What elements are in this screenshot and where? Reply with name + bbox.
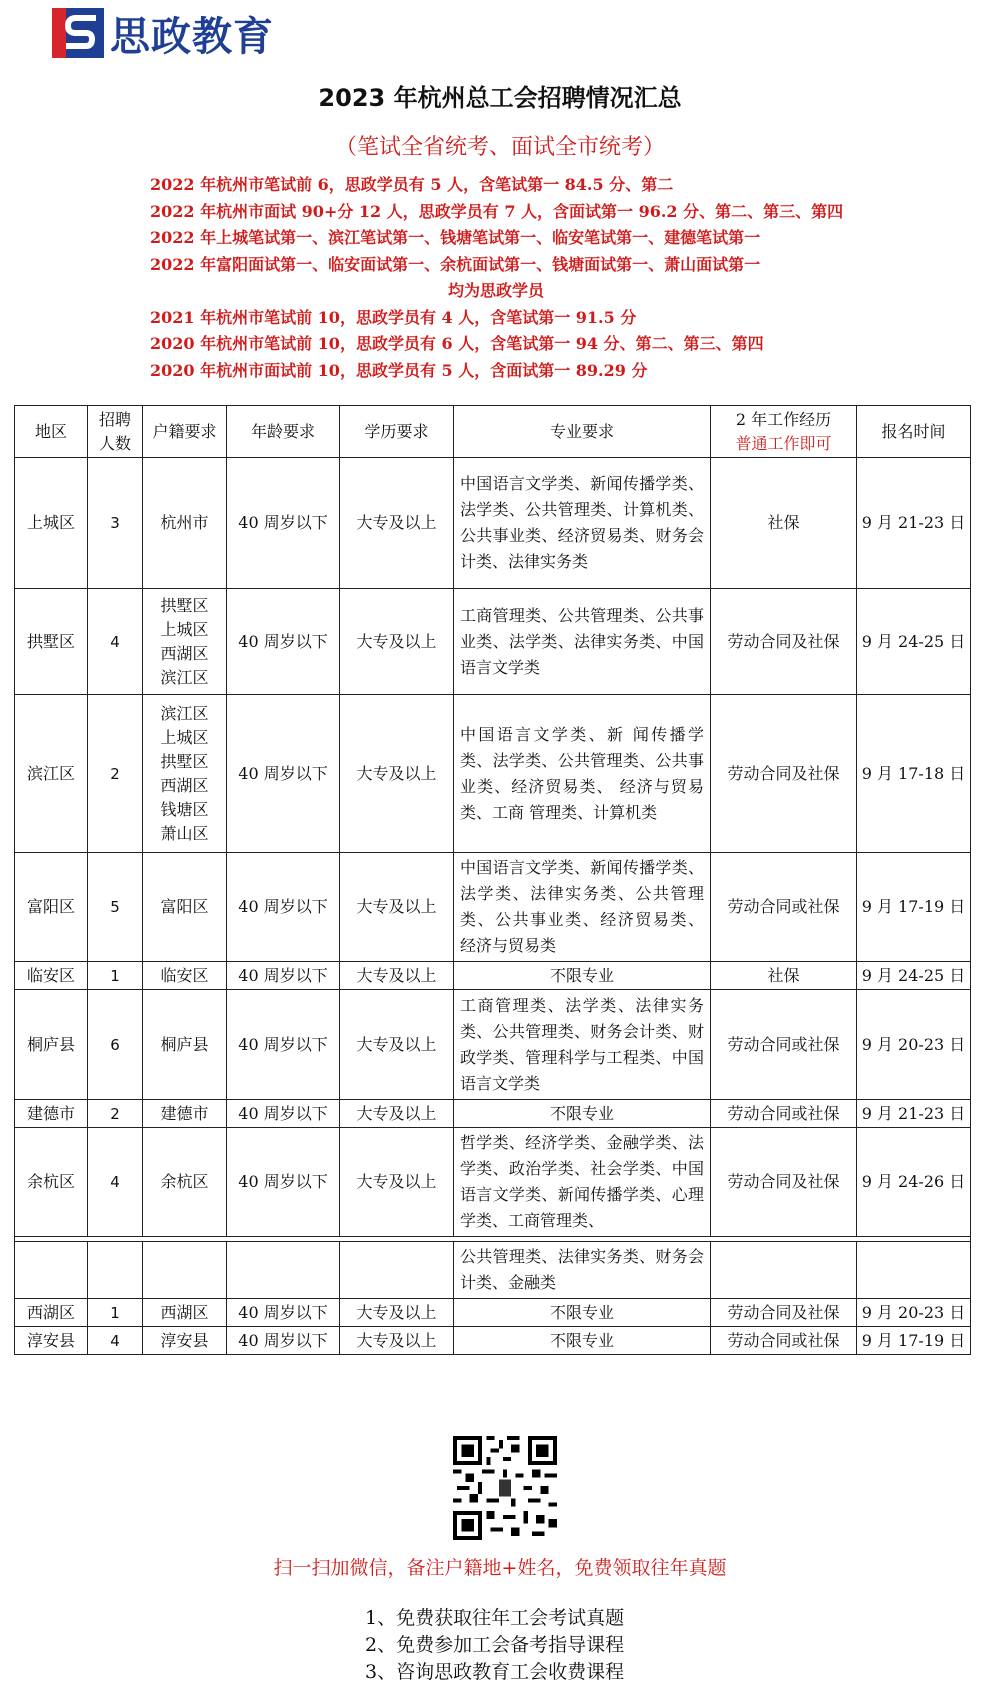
cell-education: 大专及以上 [340, 1128, 454, 1237]
cell-hukou: 淳安县 [143, 1327, 227, 1355]
cell-experience: 劳动合同或社保 [711, 990, 857, 1100]
cell-education: 大专及以上 [340, 962, 454, 990]
note-line: 2020 年杭州市面试前 10，思政学员有 5 人，含面试第一 89.29 分 [150, 360, 648, 380]
note-line: 2022 年杭州市笔试前 6，思政学员有 5 人，含笔试第一 84.5 分、第二 [150, 175, 674, 194]
cell-count: 1 [88, 962, 143, 990]
cell-hukou: 杭州市 [143, 458, 227, 589]
cell-experience: 劳动合同或社保 [711, 1100, 857, 1128]
table-row [15, 1242, 971, 1299]
table-row [15, 853, 971, 962]
table-row [15, 458, 971, 589]
header-count: 招聘人数 [88, 406, 143, 458]
cell-education: 大专及以上 [340, 1299, 454, 1327]
table-header-row [15, 406, 971, 458]
cell-hukou [143, 1242, 227, 1299]
cell-registration: 9 月 20-23 日 [857, 990, 971, 1100]
cell-count [88, 1242, 143, 1299]
header-age: 年龄要求 [227, 406, 340, 458]
cell-hukou: 拱墅区 上城区 西湖区 滨江区 [143, 589, 227, 695]
cell-experience: 劳动合同及社保 [711, 1128, 857, 1237]
cell-experience: 劳动合同及社保 [711, 589, 857, 695]
cell-registration: 9 月 17-19 日 [857, 853, 971, 962]
cell-count: 4 [88, 1128, 143, 1237]
cell-registration: 9 月 24-25 日 [857, 589, 971, 695]
cell-region: 西湖区 [15, 1299, 88, 1327]
cell-count: 2 [88, 1100, 143, 1128]
cell-major: 中国语言文学类、新闻传播学类、法学类、法律实务类、公共管理类、公共事业类、经济贸易类、 经济与贸易类 [454, 853, 711, 962]
header-experience [711, 406, 857, 458]
brand-name: 思政教育 [110, 13, 274, 60]
benefit-item: 2、免费参加工会备考指导课程 [365, 1634, 625, 1656]
cell-count: 5 [88, 853, 143, 962]
table-row [15, 1100, 971, 1128]
cell-age: 40 周岁以下 [227, 458, 340, 589]
benefit-item: 3、咨询思政教育工会收费课程 [365, 1661, 625, 1683]
cell-experience: 劳动合同及社保 [711, 695, 857, 853]
cell-registration: 9 月 24-26 日 [857, 1128, 971, 1237]
cell-region: 余杭区 [15, 1128, 88, 1237]
cell-age: 40 周岁以下 [227, 1327, 340, 1355]
benefits-list [365, 1605, 624, 1686]
benefit-item: 1、免费获取往年工会考试真题 [365, 1607, 625, 1629]
cell-count: 4 [88, 1327, 143, 1355]
header-experience-line1: 2 年工作经历 [735, 409, 832, 429]
cell-registration: 9 月 17-18 日 [857, 695, 971, 853]
cell-hukou: 西湖区 [143, 1299, 227, 1327]
cell-age: 40 周岁以下 [227, 1128, 340, 1237]
cell-major: 不限专业 [454, 962, 711, 990]
recruitment-table [14, 405, 971, 1355]
cell-experience: 社保 [711, 962, 857, 990]
cell-registration: 9 月 17-19 日 [857, 1327, 971, 1355]
cell-age: 40 周岁以下 [227, 1100, 340, 1128]
cell-experience: 劳动合同或社保 [711, 853, 857, 962]
cell-region: 桐庐县 [15, 990, 88, 1100]
table-row [15, 1128, 971, 1237]
cell-major: 不限专业 [454, 1299, 711, 1327]
cell-education [340, 1242, 454, 1299]
cell-age: 40 周岁以下 [227, 853, 340, 962]
header-region: 地区 [15, 406, 88, 458]
cell-region: 临安区 [15, 962, 88, 990]
cell-registration: 9 月 21-23 日 [857, 458, 971, 589]
table-row [15, 962, 971, 990]
cell-region: 富阳区 [15, 853, 88, 962]
page-subtitle: （笔试全省统考、面试全市统考） [334, 135, 665, 160]
cell-region: 拱墅区 [15, 589, 88, 695]
cell-region: 滨江区 [15, 695, 88, 853]
cell-education: 大专及以上 [340, 990, 454, 1100]
cell-hukou: 临安区 [143, 962, 227, 990]
table-row [15, 990, 971, 1100]
note-line: 2021 年杭州市笔试前 10，思政学员有 4 人，含笔试第一 91.5 分 [150, 307, 637, 327]
cell-experience: 社保 [711, 458, 857, 589]
cell-age: 40 周岁以下 [227, 695, 340, 853]
cell-major: 不限专业 [454, 1100, 711, 1128]
achievement-notes [150, 172, 910, 384]
wechat-qr-code-icon [453, 1436, 557, 1540]
table-row [15, 1299, 971, 1327]
cell-hukou: 建德市 [143, 1100, 227, 1128]
page-title: 2023 年杭州总工会招聘情况汇总 [318, 84, 682, 112]
cell-region: 淳安县 [15, 1327, 88, 1355]
note-line: 2022 年富阳面试第一、临安面试第一、余杭面试第一、钱塘面试第一、萧山面试第一 [150, 254, 761, 274]
cell-region: 上城区 [15, 458, 88, 589]
cell-major: 哲学类、经济学类、金融学类、法学类、政治学类、社会学类、中国语言文学类、新闻传播学类、心理学类、工商管理类、 [454, 1128, 711, 1237]
brand-s-logo-icon [52, 8, 104, 58]
header-experience-line2: 普通工作即可 [735, 433, 832, 453]
note-line: 2022 年杭州市面试 90+分 12 人，思政学员有 7 人，含面试第一 96.2 分、第二、第三、第四 [150, 201, 844, 221]
cell-major: 不限专业 [454, 1327, 711, 1355]
cell-count: 6 [88, 990, 143, 1100]
cell-registration: 9 月 24-25 日 [857, 962, 971, 990]
table-row [15, 1327, 971, 1355]
cell-experience: 劳动合同及社保 [711, 1299, 857, 1327]
cell-experience [711, 1242, 857, 1299]
header-hukou: 户籍要求 [143, 406, 227, 458]
cell-experience: 劳动合同或社保 [711, 1327, 857, 1355]
scan-instruction: 扫一扫加微信，备注户籍地+姓名，免费领取往年真题 [273, 1557, 727, 1579]
cell-registration [857, 1242, 971, 1299]
cell-age: 40 周岁以下 [227, 589, 340, 695]
cell-registration: 9 月 20-23 日 [857, 1299, 971, 1327]
header-registration: 报名时间 [857, 406, 971, 458]
header-education: 学历要求 [340, 406, 454, 458]
cell-hukou: 余杭区 [143, 1128, 227, 1237]
header-major: 专业要求 [454, 406, 711, 458]
cell-education: 大专及以上 [340, 1327, 454, 1355]
cell-count: 1 [88, 1299, 143, 1327]
cell-major: 中国语言文学类、新 闻传播学类、法学类、公共管理类、公共事 业类、经济贸易类、 经济与贸易类、工商 管理类、计算机类 [454, 695, 711, 853]
cell-education: 大专及以上 [340, 695, 454, 853]
note-line: 2020 年杭州市笔试前 10，思政学员有 6 人，含笔试第一 94 分、第二、第三、第四 [150, 334, 764, 353]
brand-logo [52, 8, 274, 58]
note-line: 2022 年上城笔试第一、滨江笔试第一、钱塘笔试第一、临安笔试第一、建德笔试第一 [150, 228, 761, 247]
cell-major: 中国语言文学类、新闻传播学类、法学类、公共管理类、计算机类、公共事业类、经济贸易类、财务会计类、法律实务类 [454, 458, 711, 589]
table-row [15, 695, 971, 853]
note-line: 均为思政学员 [448, 281, 545, 300]
cell-age: 40 周岁以下 [227, 962, 340, 990]
cell-age: 40 周岁以下 [227, 990, 340, 1100]
cell-major: 工商管理类、公共管理类、公共事业类、法学类、法律实务类、中国语言文学类 [454, 589, 711, 695]
cell-hukou: 富阳区 [143, 853, 227, 962]
cell-count: 4 [88, 589, 143, 695]
cell-region: 建德市 [15, 1100, 88, 1128]
table-row [15, 589, 971, 695]
cell-major: 公共管理类、法律实务类、财务会计类、金融类 [454, 1242, 711, 1299]
cell-registration: 9 月 21-23 日 [857, 1100, 971, 1128]
cell-count: 3 [88, 458, 143, 589]
cell-major: 工商管理类、法学类、法律实务类、公共管理类、财务会计类、财政学类、管理科学与工程类、中国语言文学类 [454, 990, 711, 1100]
cell-hukou: 滨江区 上城区 拱墅区 西湖区 钱塘区 萧山区 [143, 695, 227, 853]
cell-education: 大专及以上 [340, 853, 454, 962]
cell-age: 40 周岁以下 [227, 1299, 340, 1327]
cell-education: 大专及以上 [340, 589, 454, 695]
cell-count: 2 [88, 695, 143, 853]
cell-education: 大专及以上 [340, 458, 454, 589]
cell-region [15, 1242, 88, 1299]
cell-education: 大专及以上 [340, 1100, 454, 1128]
cell-hukou: 桐庐县 [143, 990, 227, 1100]
cell-age [227, 1242, 340, 1299]
